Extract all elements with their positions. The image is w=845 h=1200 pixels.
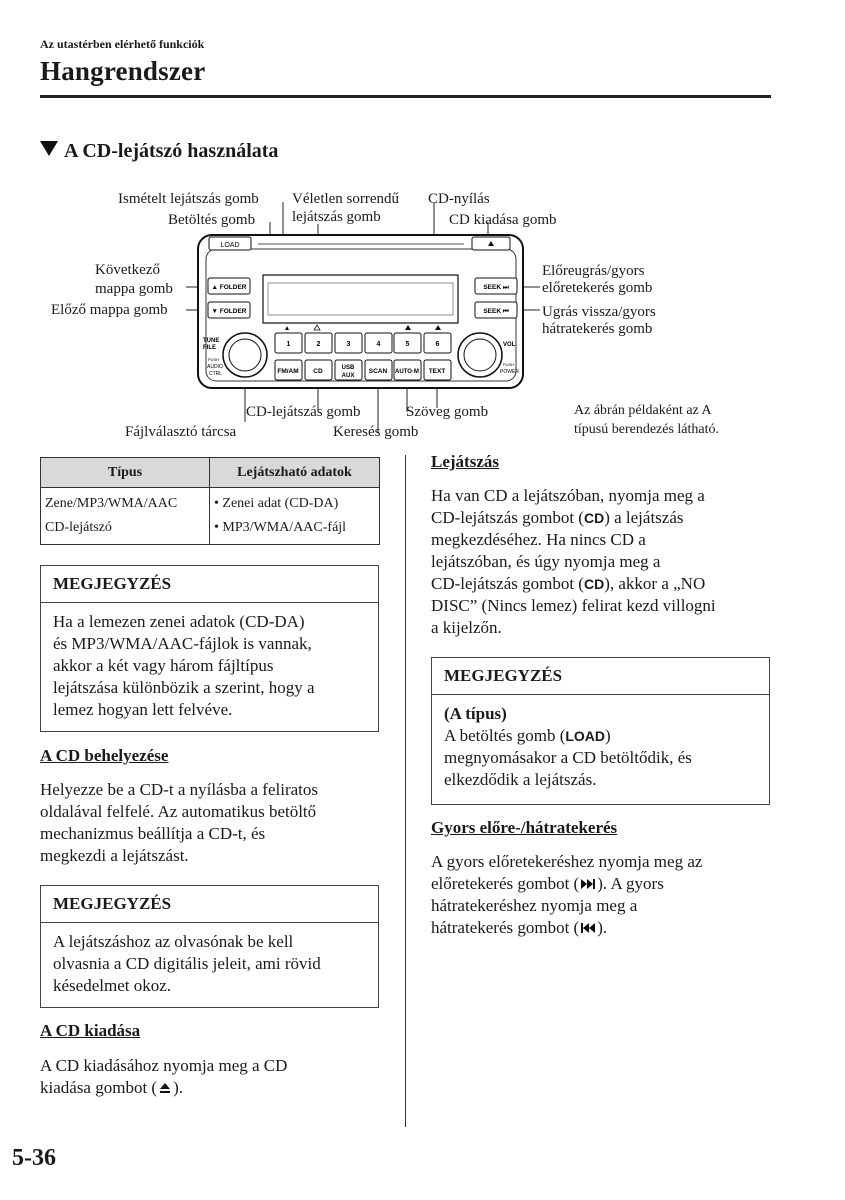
folder-up-label: ▲ FOLDER xyxy=(211,284,247,291)
note-2-line: olvasnia a CD digitális jeleit, ami rövid xyxy=(53,954,321,973)
play-line: lejátszóban, és úgy nyomja meg a xyxy=(431,552,661,571)
label-ff-2: előretekerés gomb xyxy=(542,280,653,296)
section-label: Az utastérben elérhető funkciók xyxy=(40,37,205,51)
vol-label: VOL xyxy=(503,342,516,348)
play-line xyxy=(431,573,716,595)
label-rew-1: Ugrás vissza/gyors xyxy=(542,304,656,320)
eject-icon xyxy=(157,1082,173,1094)
label-repeat-button: Ismételt lejátszás gomb xyxy=(118,191,259,207)
note-2-body xyxy=(41,923,378,1005)
preset-label-1: 1 xyxy=(286,341,291,348)
play-line xyxy=(431,507,716,529)
preset-label-4: 4 xyxy=(376,341,381,348)
note-1-line: Ha a lemezen zenei adatok (CD-DA) xyxy=(53,612,305,631)
volume-dial-knob[interactable] xyxy=(464,339,496,371)
note-1-line: lemez hogyan lett felvéve. xyxy=(53,700,233,719)
note-3-line: megnyomásakor a CD betöltődik, és xyxy=(444,748,692,767)
eject-line-2 xyxy=(40,1077,287,1099)
scan-label: SCAN xyxy=(368,368,388,375)
note-box-3 xyxy=(431,657,770,805)
label-prev-folder: Előző mappa gomb xyxy=(51,302,168,318)
fast-line-2b: ). A gyors xyxy=(597,874,664,893)
note-2-heading: MEGJEGYZÉS xyxy=(41,886,378,923)
label-rew-2: hátratekerés gomb xyxy=(542,321,653,337)
note-3-line: elkezdődik a lejátszás. xyxy=(444,770,597,789)
insert-line: mechanizmus beállítja a CD-t, és xyxy=(40,824,266,843)
note-1-line: akkor a két vagy három fájltípus xyxy=(53,656,274,675)
note-3-line xyxy=(444,725,757,747)
insert-line: Helyezze be a CD-t a nyílásba a feliratos xyxy=(40,780,319,799)
page-number: 5-36 xyxy=(12,1145,56,1171)
seek-down-label: SEEK ⏮ xyxy=(483,308,509,315)
note-1-body xyxy=(41,603,378,729)
push-label: PUSH xyxy=(208,357,220,362)
table-cell-data xyxy=(210,488,380,545)
note-3-subheading: (A típus) xyxy=(444,704,507,723)
sub-heading-text: A CD-lejátszó használata xyxy=(64,140,279,162)
table-header-data: Lejátszható adatok xyxy=(210,458,380,488)
page-title: Hangrendszer xyxy=(40,56,206,86)
play-line-2a: CD-lejátszás gombot ( xyxy=(431,508,584,527)
eject-line-2a: kiadása gombot ( xyxy=(40,1078,158,1097)
aux-label: AUX xyxy=(341,373,355,379)
play-line-5a: CD-lejátszás gombot ( xyxy=(431,574,584,593)
cd-icon: CD xyxy=(583,576,605,592)
label-ff-1: Előreugrás/gyors xyxy=(542,263,645,279)
fast-paragraph xyxy=(431,851,702,939)
label-file-dial: Fájlválasztó tárcsa xyxy=(125,424,237,440)
label-scan-button: Keresés gomb xyxy=(333,424,419,440)
push-power-label-2: POWER xyxy=(500,369,519,375)
audio-unit-diagram xyxy=(0,0,845,460)
type-line-1: Zene/MP3/WMA/AAC xyxy=(45,496,178,511)
play-line: DISC” (Nincs lemez) felirat kezd villogni xyxy=(431,596,716,615)
cd-label: CD xyxy=(313,368,323,375)
fast-heading: Gyors előre-/hátratekerés xyxy=(431,818,618,837)
folder-down-label: ▼ FOLDER xyxy=(211,308,247,315)
data-line-1: • Zenei adat (CD-DA) xyxy=(214,496,339,511)
column-divider xyxy=(405,455,406,1127)
fast-line: hátratekeréshez nyomja meg a xyxy=(431,896,638,915)
file-dial-knob[interactable] xyxy=(229,339,261,371)
seek-up-label: SEEK ⏭ xyxy=(483,284,509,291)
fast-line-4a: hátratekerés gombot ( xyxy=(431,918,580,937)
caption-line-2: típusú berendezés látható. xyxy=(574,422,720,437)
eject-line-1: A CD kiadásához nyomja meg a CD xyxy=(40,1056,288,1075)
label-next-folder-2: mappa gomb xyxy=(95,281,173,297)
fast-line-4b: ). xyxy=(597,918,608,937)
note-box-1 xyxy=(40,565,379,732)
label-eject-button: CD kiadása gomb xyxy=(449,212,557,228)
play-paragraph xyxy=(431,485,716,639)
text-label: TEXT xyxy=(428,368,446,375)
play-line: Ha van CD a lejátszóban, nyomja meg a xyxy=(431,486,705,505)
load-icon: LOAD xyxy=(565,728,606,744)
note-1-line: lejátszása különbözik a szerint, hogy a xyxy=(53,678,315,697)
table-header-row xyxy=(41,458,380,488)
display xyxy=(263,275,458,323)
file-label: FILE xyxy=(203,345,216,351)
usb-label: USB xyxy=(341,365,355,371)
audio-label: AUDIO xyxy=(207,364,223,370)
play-line-5b: ), akkor a „NO xyxy=(604,574,706,593)
note-2-line: késedelmet okoz. xyxy=(53,976,172,995)
note-box-2 xyxy=(40,885,379,1008)
fast-line-2a: előretekerés gombot ( xyxy=(431,874,580,893)
play-line-2b: ) a lejátszás xyxy=(604,508,684,527)
note-3-line-1a: A betöltés gomb ( xyxy=(444,726,566,745)
eject-paragraph xyxy=(40,1055,287,1099)
note-2-line: A lejátszáshoz az olvasónak be kell xyxy=(53,932,294,951)
fast-line: A gyors előretekeréshez nyomja meg az xyxy=(431,852,703,871)
note-3-heading: MEGJEGYZÉS xyxy=(432,658,769,695)
note-3-line-1b: ) xyxy=(605,726,611,745)
preset-label-6: 6 xyxy=(435,341,440,348)
load-button-label: LOAD xyxy=(220,242,240,249)
push-power-label-1: PUSH xyxy=(503,362,515,367)
play-heading: Lejátszás xyxy=(431,452,499,471)
skip-back-icon xyxy=(579,922,597,934)
cd-icon: CD xyxy=(583,510,605,526)
fast-line xyxy=(431,873,702,895)
play-line: a kijelzőn. xyxy=(431,618,502,637)
label-next-folder-1: Következő xyxy=(95,262,160,278)
note-3-body xyxy=(432,695,769,799)
table-header-type: Típus xyxy=(41,458,210,488)
label-cd-play-button: CD-lejátszás gomb xyxy=(246,404,361,420)
insert-line: megkezdi a lejátszást. xyxy=(40,846,189,865)
type-line-2: CD-lejátszó xyxy=(45,520,112,535)
label-cd-slot: CD-nyílás xyxy=(428,191,490,207)
eject-line-2b: ). xyxy=(173,1078,184,1097)
preset-label-3: 3 xyxy=(346,341,351,348)
skip-forward-icon xyxy=(579,878,597,890)
label-load-button: Betöltés gomb xyxy=(168,212,256,228)
label-random-2: lejátszás gomb xyxy=(292,209,381,225)
insert-paragraph xyxy=(40,779,318,867)
table-row xyxy=(41,488,380,545)
caption-line-1: Az ábrán példaként az A xyxy=(574,403,712,418)
file-types-table xyxy=(40,457,380,545)
label-text-button: Szöveg gomb xyxy=(406,404,489,420)
ctrl-label: CTRL xyxy=(209,371,223,377)
preset-label-2: 2 xyxy=(316,341,321,348)
tune-label: TUNE xyxy=(203,338,220,344)
table-cell-type xyxy=(41,488,210,545)
insert-line: oldalával felfelé. Az automatikus betöltő xyxy=(40,802,317,821)
fast-line xyxy=(431,917,702,939)
fm-am-label: FM/AM xyxy=(277,368,299,375)
note-1-line: és MP3/WMA/AAC-fájlok is vannak, xyxy=(53,634,312,653)
data-line-2: • MP3/WMA/AAC-fájl xyxy=(214,520,347,535)
play-line: megkezdéséhez. Ha nincs CD a xyxy=(431,530,646,549)
insert-heading: A CD behelyezése xyxy=(40,746,169,765)
auto-m-label: AUTO·M xyxy=(395,369,419,375)
eject-heading: A CD kiadása xyxy=(40,1021,141,1040)
note-1-heading: MEGJEGYZÉS xyxy=(41,566,378,603)
preset-label-5: 5 xyxy=(405,341,410,348)
label-random-1: Véletlen sorrendű xyxy=(292,191,400,207)
